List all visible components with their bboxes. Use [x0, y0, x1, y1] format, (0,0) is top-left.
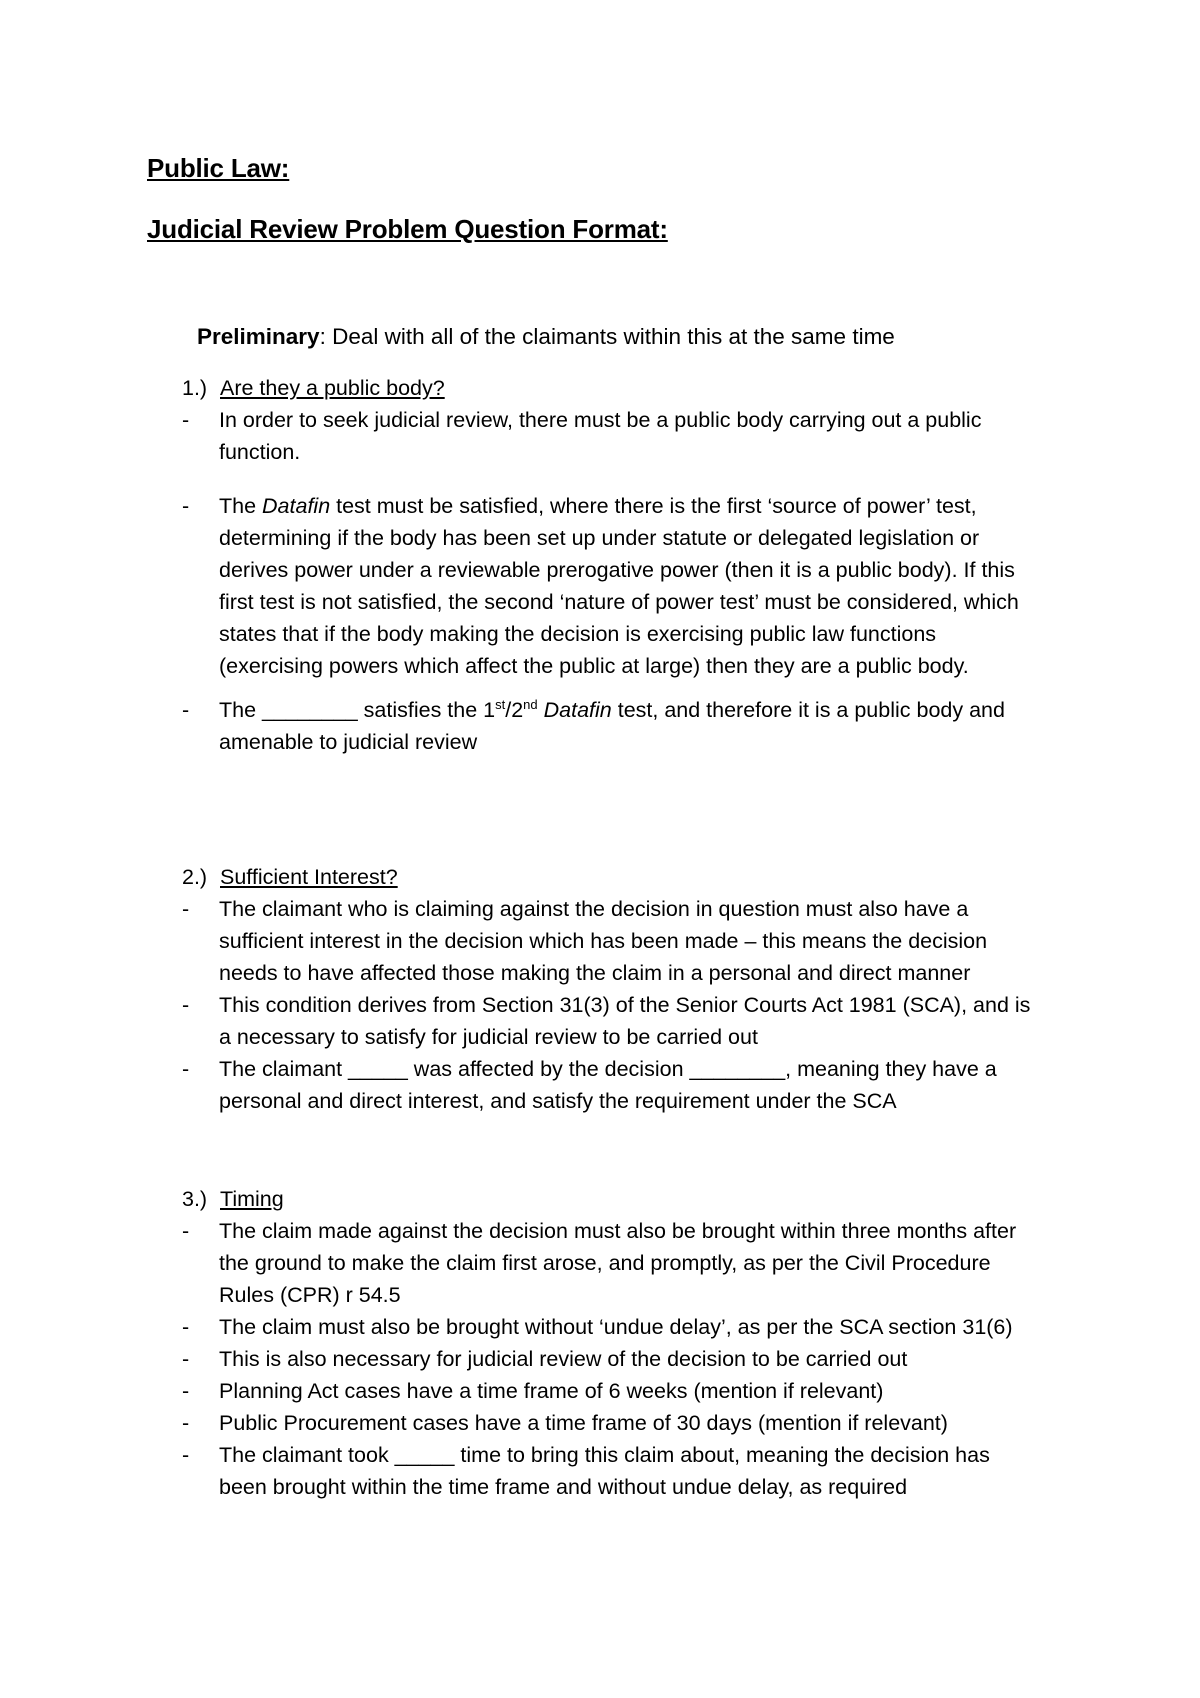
- bullet-line: states that if the body making the decision is exercising public law functions: [219, 622, 937, 646]
- bullet-dash: -: [182, 1057, 190, 1081]
- superscript: st: [495, 697, 506, 712]
- section-timing: [0, 1183, 1200, 1503]
- section-number: 2.): [182, 865, 208, 889]
- case-name-datafin: Datafin: [262, 494, 331, 518]
- list-item: [0, 1407, 1200, 1439]
- bullet-line: The claim made against the decision must also be brought within three months after: [219, 1219, 1017, 1243]
- list-item: [0, 1343, 1200, 1375]
- section-title: Sufficient Interest?: [220, 865, 398, 889]
- bullet-line: The claim must also be brought without ‘undue delay’, as per the SCA section 31(6): [219, 1315, 1013, 1339]
- bullet-line: In order to seek judicial review, there must be a public body carrying out a public: [219, 408, 982, 432]
- bullet-line: the ground to make the claim first arose, and promptly, as per the Civil Procedure: [219, 1251, 991, 1275]
- case-name-datafin: Datafin: [543, 698, 612, 722]
- section-number: 3.): [182, 1187, 208, 1211]
- bullet-line: This is also necessary for judicial review of the decision to be carried out: [219, 1347, 908, 1371]
- text-fragment: test must be satisfied, where there is the first ‘source of power’ test,: [330, 494, 977, 518]
- superscript: nd: [523, 697, 538, 712]
- list-item: [0, 1215, 1200, 1311]
- bullet-line: derives power under a reviewable prerogative power (then it is a public body). If this: [219, 558, 1015, 582]
- bullet-line: Planning Act cases have a time frame of 6 weeks (mention if relevant): [219, 1379, 884, 1403]
- bullet-line: amenable to judicial review: [219, 730, 478, 754]
- section-sufficient-interest: [0, 861, 1200, 1117]
- bullet-dash: -: [182, 1315, 190, 1339]
- document-title: Public Law:: [147, 153, 290, 183]
- bullet-line: (exercising powers which affect the public at large) then they are a public body.: [219, 654, 969, 678]
- text-fragment: The ________ satisfies the 1: [219, 698, 496, 722]
- section-heading: [0, 1183, 1200, 1215]
- text-fragment: /2: [505, 698, 524, 722]
- bullet-dash: -: [182, 1379, 190, 1403]
- section-number: 1.): [182, 376, 208, 400]
- preliminary-text: : Deal with all of the claimants within this at the same time: [319, 324, 895, 349]
- list-item: [0, 1375, 1200, 1407]
- bullet-line: a necessary to satisfy for judicial review to be carried out: [219, 1025, 758, 1049]
- bullet-line: This condition derives from Section 31(3) of the Senior Courts Act 1981 (SCA), and is: [219, 993, 1031, 1017]
- list-item: [0, 1053, 1200, 1117]
- bullet-dash: -: [182, 1411, 190, 1435]
- bullet-line: been brought within the time frame and without undue delay, as required: [219, 1475, 908, 1499]
- bullet-dash: -: [182, 993, 190, 1017]
- preliminary-note: [197, 321, 895, 353]
- bullet-dash: -: [182, 494, 190, 518]
- section-heading: [0, 372, 1200, 404]
- text-fragment: The: [219, 494, 263, 518]
- preliminary-label: Preliminary: [197, 324, 320, 349]
- bullet-dash: -: [182, 408, 190, 432]
- bullet-line: The claimant took _____ time to bring this claim about, meaning the decision has: [219, 1443, 990, 1467]
- bullet-line: [219, 490, 1080, 522]
- section-title: Timing: [220, 1187, 284, 1211]
- list-item: [0, 893, 1200, 989]
- bullet-line: function.: [219, 440, 301, 464]
- text-fragment: test, and therefore it is a public body and: [611, 698, 1005, 722]
- bullet-dash: -: [182, 897, 190, 921]
- bullet-line: Rules (CPR) r 54.5: [219, 1283, 401, 1307]
- list-item: [0, 1439, 1200, 1503]
- bullet-line: personal and direct interest, and satisfy the requirement under the SCA: [219, 1089, 897, 1113]
- bullet-line: first test is not satisfied, the second ‘nature of power test’ must be considered, which: [219, 590, 1019, 614]
- list-item: [0, 1311, 1200, 1343]
- bullet-line: [219, 694, 1080, 726]
- bullet-dash: -: [182, 1219, 190, 1243]
- bullet-line: The claimant _____ was affected by the decision ________, meaning they have a: [219, 1057, 997, 1081]
- list-item: [0, 404, 1200, 468]
- bullet-line: Public Procurement cases have a time frame of 30 days (mention if relevant): [219, 1411, 948, 1435]
- bullet-line: needs to have affected those making the claim in a personal and direct manner: [219, 961, 971, 985]
- list-item: [0, 989, 1200, 1053]
- bullet-dash: -: [182, 698, 190, 722]
- list-item: [0, 694, 1200, 758]
- section-title: Are they a public body?: [220, 376, 445, 400]
- bullet-dash: -: [182, 1443, 190, 1467]
- bullet-line: determining if the body has been set up under statute or delegated legislation or: [219, 526, 980, 550]
- list-item: [0, 490, 1200, 682]
- section-public-body: [0, 372, 1200, 758]
- bullet-line: The claimant who is claiming against the decision in question must also have a: [219, 897, 969, 921]
- bullet-line: sufficient interest in the decision which has been made – this means the decision: [219, 929, 988, 953]
- document-subtitle: Judicial Review Problem Question Format:: [147, 214, 668, 244]
- section-heading: [0, 861, 1200, 893]
- bullet-dash: -: [182, 1347, 190, 1371]
